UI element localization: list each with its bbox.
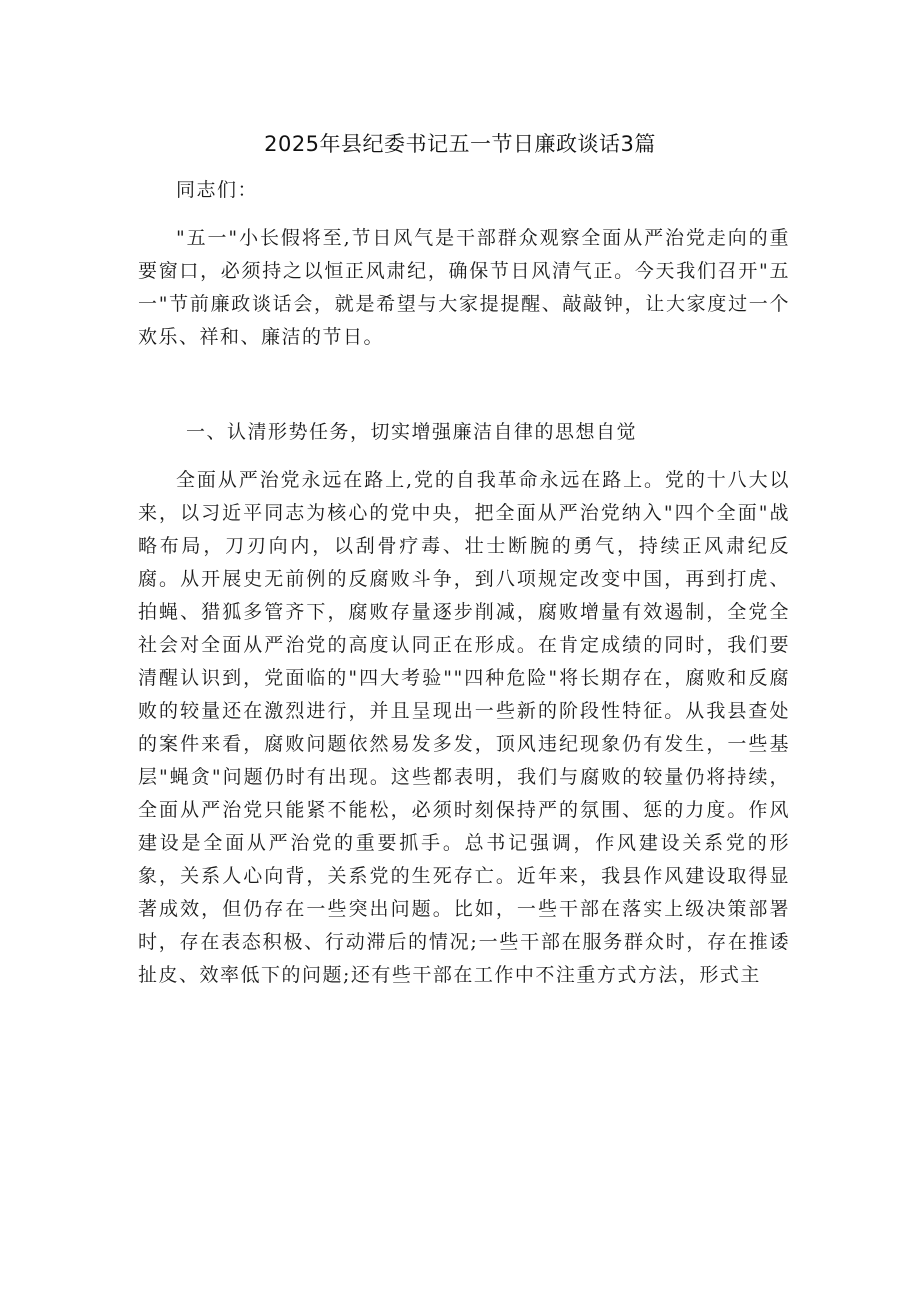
document-title: 2025年县纪委书记五一节日廉政谈话3篇: [264, 132, 656, 156]
paragraph-section-1: 全面从严治党永远在路上,党的自我革命永远在路上。党的十八大以来，以习近平同志为核心的党中央，把全面从严治党纳入"四个全面"战略布局，刀刃向内，以刮骨疗毒、壮士断腕的勇气，持续正风肃纪反腐。从开展史无前例的反腐败斗争，到八项规定改变中国，再到打虎、拍蝇、猎狐多管齐下，腐败存量逐步削减，腐败增量有效遏制，全党全社会对全面从严治党的高度认同正在形成。在肯定成绩的同时，我们要清醒认识到，党面临的"四大考验""四种危险"将长期存在，腐败和反腐败的较量还在激烈进行，并且呈现出一些新的阶段性特征。从我县查处的案件来看，腐败问题依然易发多发，顶风违纪现象仍有发生，一些基层"蝇贪"问题仍时有出现。这些都表明，我们与腐败的较量仍将持续，全面从严治党只能紧不能松，必须时刻保持严的氛围、惩的力度。作风建设是全面从严治党的重要抓手。总书记强调，作风建设关系党的形象，关系人心向背，关系党的生死存亡。近年来，我县作风建设取得显著成效，但仍存在一些突出问题。比如，一些干部在落实上级决策部署时，存在表态积极、行动滞后的情况;一些干部在服务群众时，存在推诿扯皮、效率低下的问题;还有些干部在工作中不注重方式方法，形式主: [138, 469, 790, 986]
section-heading-1: 一、认清形势任务，切实增强廉洁自律的思想自觉: [186, 421, 638, 443]
paragraph-intro: "五一"小长假将至,节日风气是干部群众观察全面从严治党走向的重要窗口，必须持之以恒正风肃纪，确保节日风清气正。今天我们召开"五一"节前廉政谈话会，就是希望与大家提提醒、敲敲钟，让大家度过一个欢乐、祥和、廉洁的节日。: [138, 227, 790, 348]
salutation: 同志们：: [176, 179, 259, 201]
